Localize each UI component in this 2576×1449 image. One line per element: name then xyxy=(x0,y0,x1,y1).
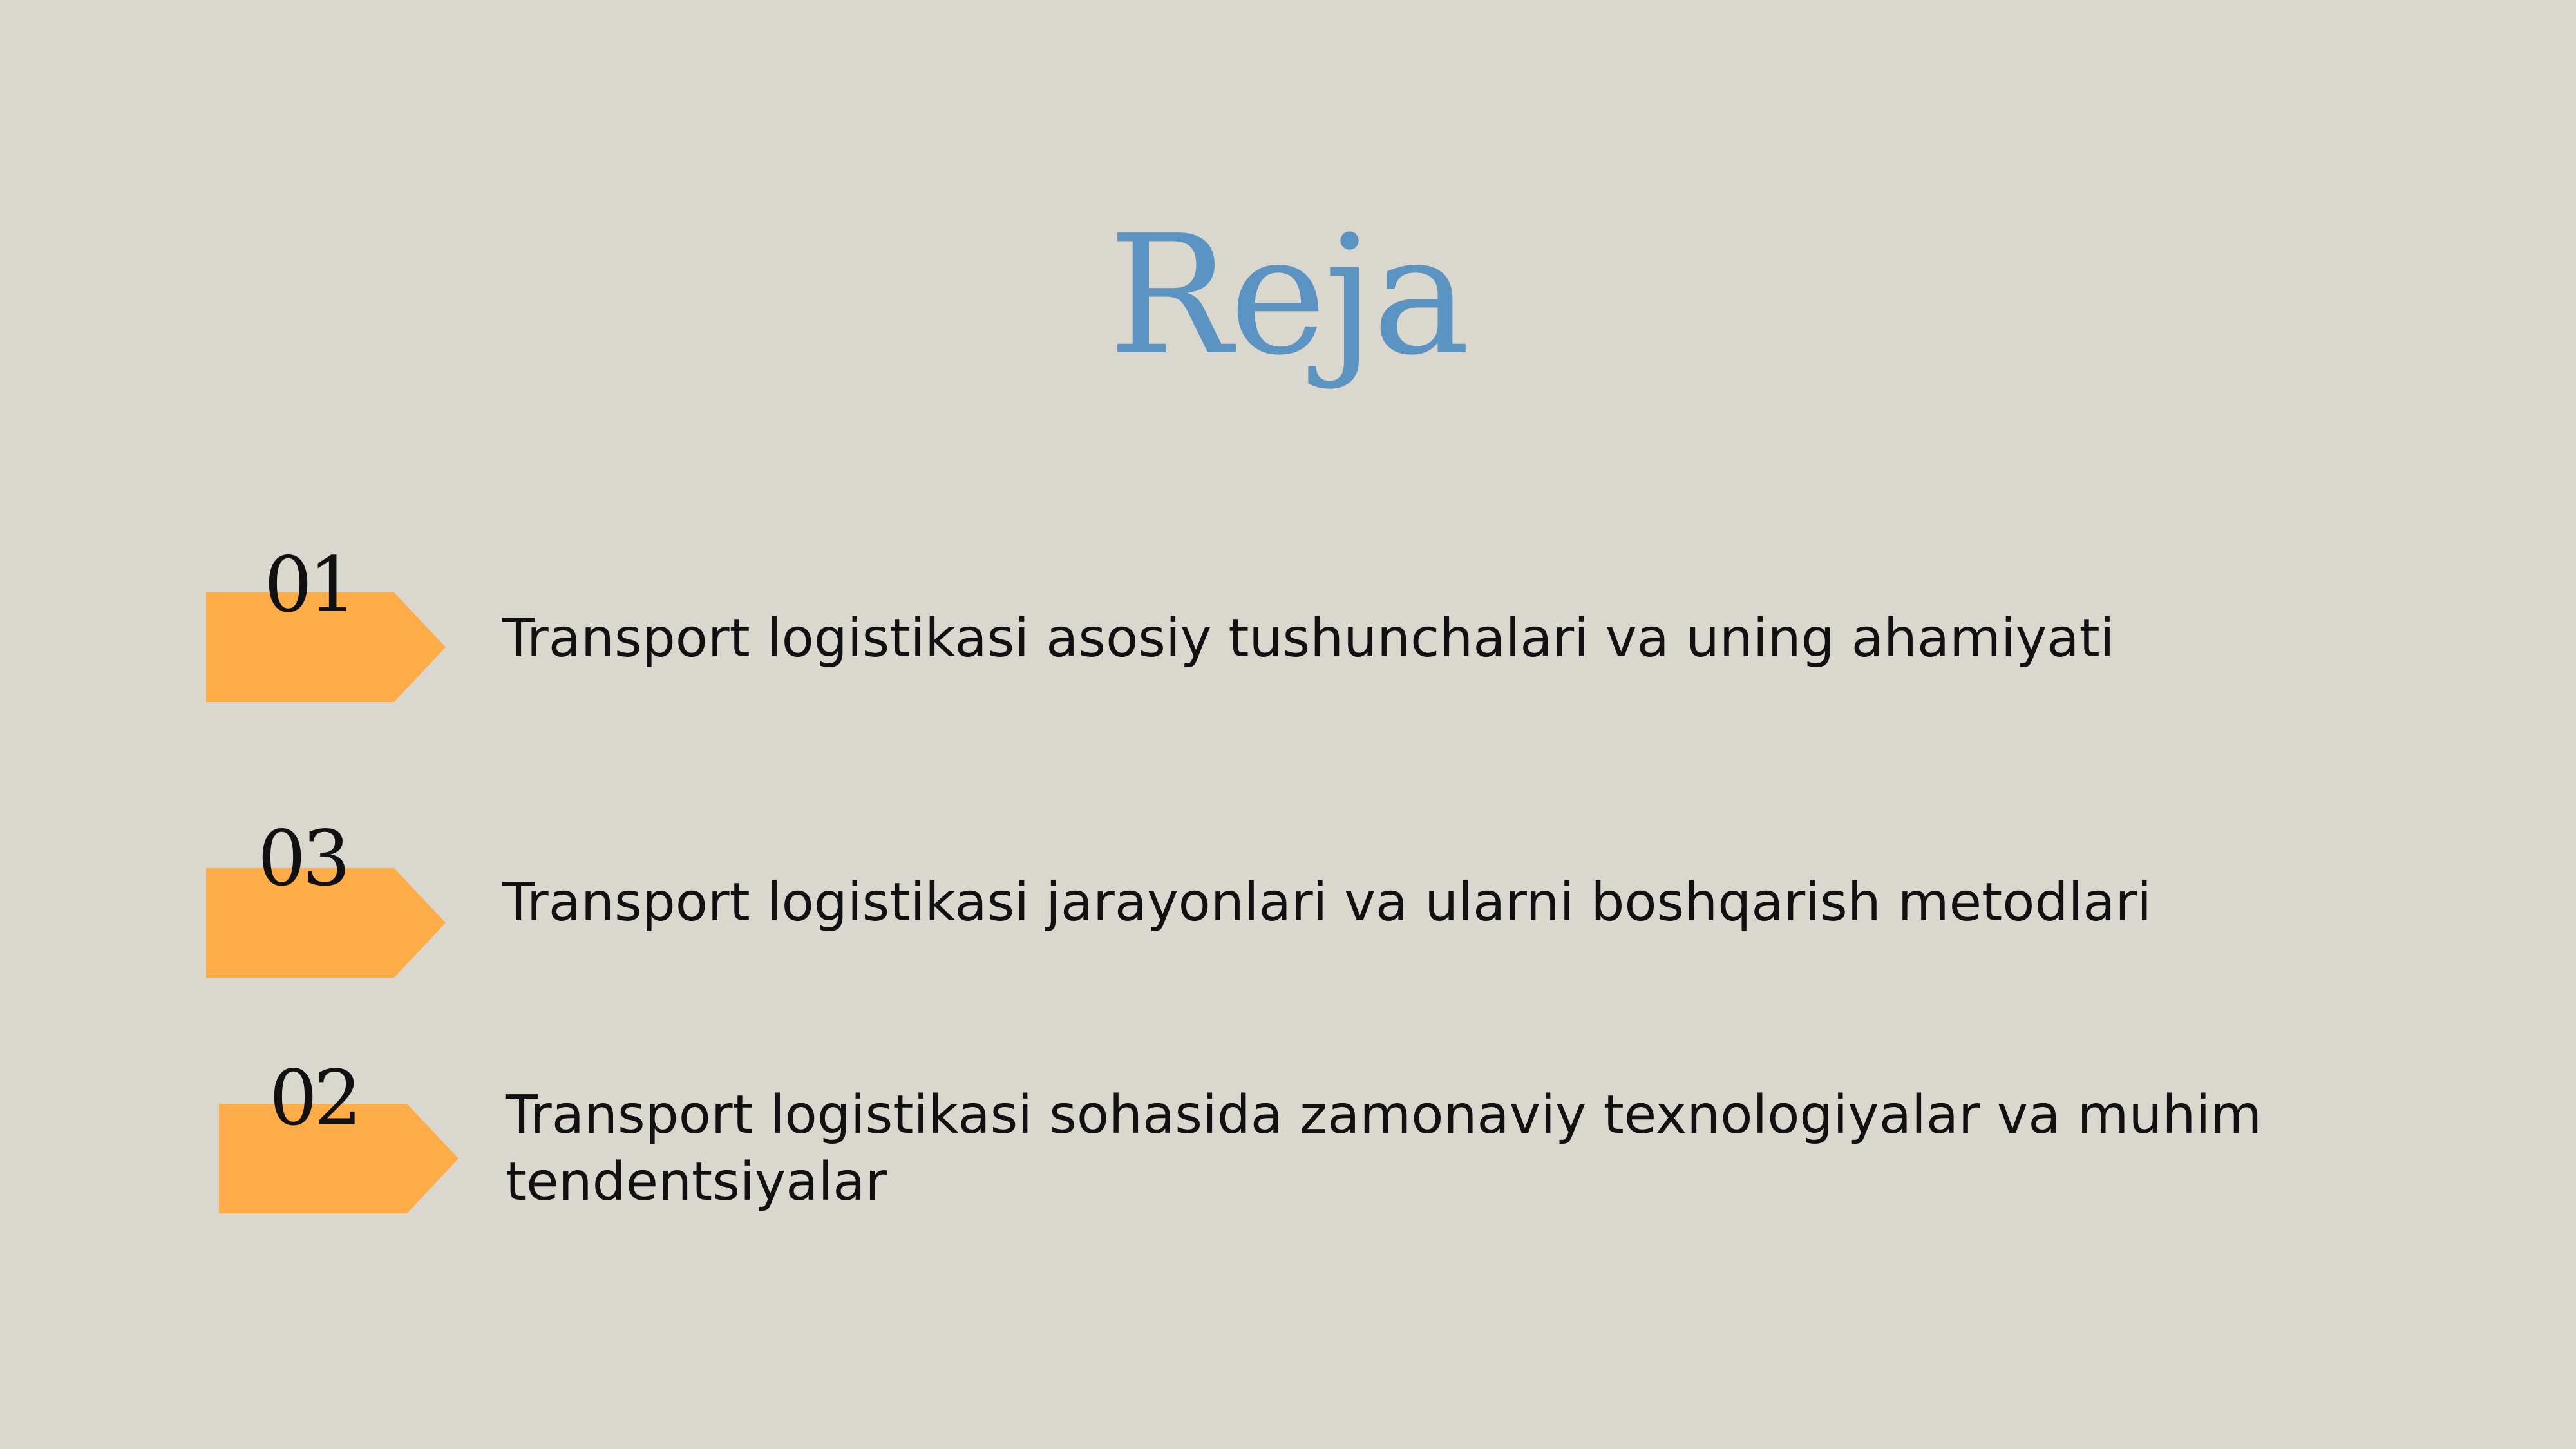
item-number-3: 02 xyxy=(269,1054,359,1142)
item-text-1: Transport logistikasi asosiy tushunchalari va uning ahamiyati xyxy=(502,608,2115,669)
item-number-2: 03 xyxy=(258,814,347,903)
item-number-1: 01 xyxy=(264,540,354,629)
item-text-2: Transport logistikasi jarayonlari va ularni boshqarish metodlari xyxy=(502,872,2152,933)
slide-title: Reja xyxy=(1108,200,1468,392)
item-text-3: Transport logistikasi sohasida zamonaviy texnologiyalar va muhim tendentsiyalar xyxy=(506,1084,2262,1213)
